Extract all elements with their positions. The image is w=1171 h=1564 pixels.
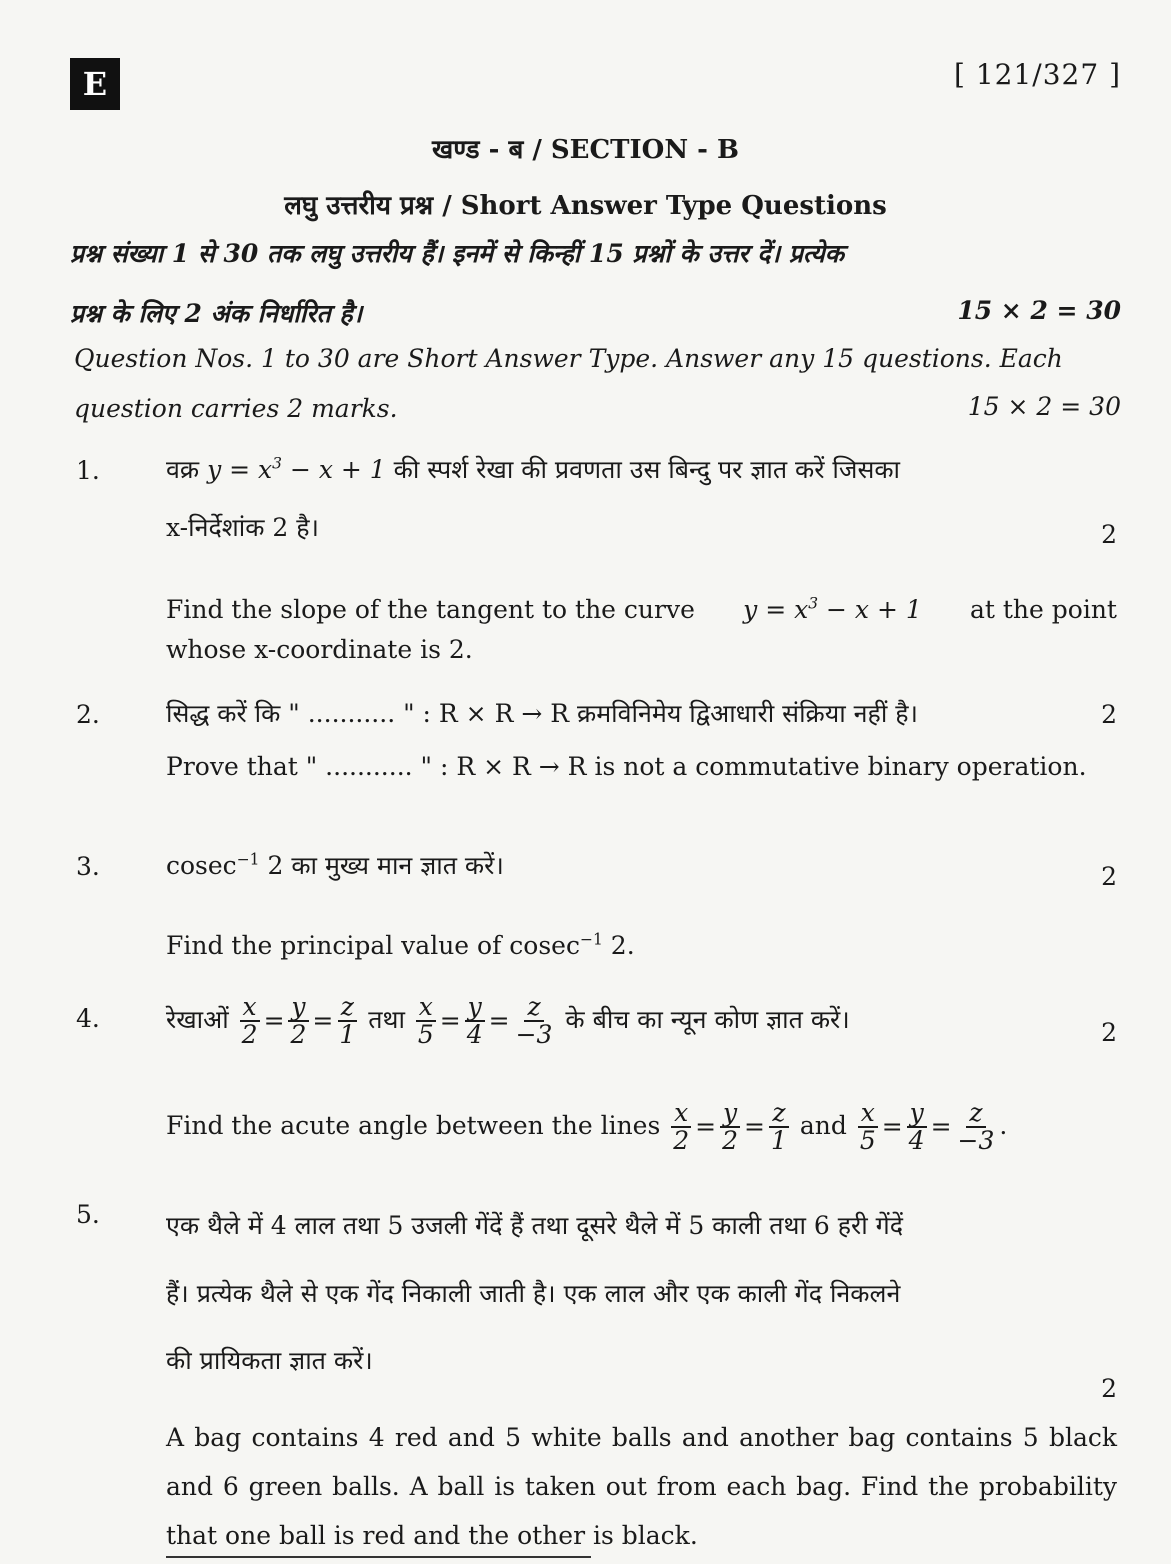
question-number-3: 3. — [76, 852, 100, 881]
question-1-english — [166, 590, 1117, 670]
question-1-hindi-line2: x-निर्देशांक 2 है। — [166, 513, 319, 542]
section-subtitle: लघु उत्तरीय प्रश्न / Short Answer Type Questions — [284, 191, 887, 221]
question-2-hindi: सिद्ध करें कि " ........... " : R × R → R क्रमविनिमेय द्विआधारी संक्रिया नहीं है। — [166, 699, 918, 728]
question-5-marks: 2 — [1101, 1374, 1117, 1403]
q4-en-line2-y-fraction — [906, 1100, 928, 1155]
hindi-instruction-line2: प्रश्न के लिए 2 अंक निर्धारित है। — [70, 299, 363, 328]
q4-english-prefix: Find the acute angle between the lines — [166, 1110, 661, 1140]
question-5-english: A bag contains 4 red and 5 white balls and another bag contains 5 black and 6 green balls. A ball is taken out from each bag. Find the probability that one ball is red and the other is black. — [166, 1423, 1117, 1550]
q4-l2-y-den: 4 — [466, 1020, 483, 1050]
q4-en-l2-x-den: 5 — [859, 1126, 876, 1156]
q1-expr-base: y = x — [207, 455, 273, 484]
question-5-hindi-line1: एक थैले में 4 लाल तथा 5 उजली गेंदें हैं तथा दूसरे थैले में 5 काली तथा 6 हरी गेंदें — [166, 1211, 903, 1240]
q1-hindi-suffix: की स्पर्श रेखा की प्रवणता उस बिन्दु पर ज्ञात करें जिसका — [393, 455, 901, 484]
q4-en-line1-y-fraction — [719, 1100, 741, 1155]
q4-en-l2-y-num: y — [907, 1100, 927, 1128]
q4-en-line2-z-fraction — [955, 1100, 998, 1155]
question-1-english-line2: whose x-coordinate is 2. — [166, 635, 473, 664]
q1-expr-tail: − x + 1 — [282, 455, 386, 484]
question-1-english-line1 — [166, 590, 1117, 630]
q4-en-line1-x-fraction — [670, 1100, 692, 1155]
q4-en-l1-z-den: 1 — [770, 1126, 787, 1156]
english-total-marks: 15 × 2 = 30 — [967, 392, 1121, 421]
q1-english-suffix: at the point — [969, 595, 1117, 624]
q4-en-l1-x-den: 2 — [673, 1126, 690, 1156]
q1-english-prefix: Find the slope of the tangent to the curve — [166, 595, 695, 624]
q4-en-l1-y-num: y — [720, 1100, 740, 1128]
q3-cosec: cosec — [166, 851, 237, 880]
q3-english-rest: 2. — [602, 931, 635, 960]
q3-inverse-sup: −1 — [236, 850, 260, 869]
question-5-hindi-line3: की प्रायिकता ज्ञात करें। — [166, 1346, 373, 1375]
english-instruction-line2: question carries 2 marks. — [74, 394, 398, 423]
q4-l1-z-num: z — [338, 994, 357, 1022]
q4-en-line1-z-fraction — [768, 1100, 790, 1155]
hindi-total-marks: 15 × 2 = 30 — [957, 296, 1121, 325]
q4-line1-x-fraction — [239, 994, 261, 1049]
q4-l2-x-den: 5 — [417, 1020, 434, 1050]
q4-l1-y-den: 2 — [290, 1020, 307, 1050]
bottom-divider — [166, 1556, 591, 1558]
q4-l1-y-num: y — [288, 994, 308, 1022]
q4-hindi-prefix: रेखाओं — [166, 1004, 229, 1034]
question-5-hindi-line2: हैं। प्रत्येक थैले से एक गेंद निकाली जाती है। एक लाल और एक काली गेंद निकलने — [166, 1278, 901, 1308]
q4-l2-z-num: z — [524, 994, 543, 1022]
q1-en-expr-exponent: 3 — [808, 594, 819, 613]
q1-curve-expression-english — [743, 590, 922, 630]
q4-line2-x-fraction — [415, 994, 437, 1049]
q1-hindi-prefix: वक्र — [166, 455, 200, 484]
question-4-english: Find the acute angle between the lines $\frac{x}{2}$ = $\frac{y}{2}$ = $\frac{z}{1}$ and $\frac{x}{5}$ = $\frac{y}{4}$ = $\frac{z}{-3}$ . — [166, 1098, 1008, 1156]
question-number-4: 4. — [76, 1004, 100, 1033]
q4-en-l1-x-num: x — [671, 1100, 691, 1128]
question-3-english — [166, 926, 1117, 966]
q4-en-l1-y-den: 2 — [722, 1126, 739, 1156]
q4-l2-x-num: x — [416, 994, 436, 1022]
q4-line2-y-fraction — [464, 994, 486, 1049]
question-4-hindi: रेखाओं $\frac{x}{2}$ = $\frac{y}{2}$ = $\frac{z}{1}$ तथा $\frac{x}{5}$ = $\frac{y}{4}$ = $\frac{z}{-3}$ के बीच का न्यून कोण ज्ञात करें। — [166, 992, 850, 1050]
q4-hindi-and: तथा — [368, 1004, 405, 1034]
q4-english-and: and — [799, 1110, 847, 1140]
q4-en-l2-z-den: −3 — [957, 1126, 995, 1156]
question-1-marks: 2 — [1101, 520, 1117, 549]
question-number-5: 5. — [76, 1200, 100, 1229]
q3-english-prefix: Find the principal value of cosec — [166, 931, 580, 960]
q1-en-expr-base: y = x — [743, 595, 809, 624]
paper-code: [ 121/327 ] — [954, 58, 1121, 91]
question-5-hindi — [166, 1192, 1117, 1395]
q3-hindi-rest: 2 का मुख्य मान ज्ञात करें। — [259, 851, 504, 880]
q4-en-l1-z-num: z — [769, 1100, 788, 1128]
question-number-2: 2. — [76, 700, 100, 729]
q1-expr-exponent: 3 — [272, 454, 283, 473]
q4-line1-y-fraction — [288, 994, 310, 1049]
question-2-marks: 2 — [1101, 700, 1117, 729]
question-1-hindi-line1 — [166, 450, 1117, 490]
q4-l2-z-den: −3 — [515, 1020, 553, 1050]
q4-en-l2-x-num: x — [858, 1100, 878, 1128]
english-instruction-line1: Question Nos. 1 to 30 are Short Answer Type. Answer any 15 questions. Each — [74, 344, 1063, 373]
paper-set-badge: E — [70, 58, 120, 110]
q4-l1-x-den: 2 — [241, 1020, 258, 1050]
question-4-marks: 2 — [1101, 1018, 1117, 1047]
q4-line1-z-fraction — [336, 994, 358, 1049]
q4-en-l2-z-num: z — [966, 1100, 985, 1128]
q3-english-sup: −1 — [579, 930, 603, 949]
question-1-hindi — [166, 450, 1117, 548]
q4-l1-x-num: x — [240, 994, 260, 1022]
question-2-english: Prove that " ........... " : R × R → R is not a commutative binary operation. — [166, 752, 1087, 781]
q1-curve-expression — [207, 455, 386, 484]
question-3-marks: 2 — [1101, 862, 1117, 891]
q4-hindi-suffix: के बीच का न्यून कोण ज्ञात करें। — [565, 1004, 850, 1034]
q4-english-end: . — [999, 1110, 1008, 1140]
q4-en-line2-x-fraction — [857, 1100, 879, 1155]
q4-en-l2-y-den: 4 — [908, 1126, 925, 1156]
question-number-1: 1. — [76, 456, 100, 485]
hindi-instruction-line1: प्रश्न संख्या 1 से 30 तक लघु उत्तरीय हैं। इनमें से किन्हीं 15 प्रश्नों के उत्तर दें। प्रत्येक — [70, 239, 844, 268]
question-3-hindi — [166, 846, 1117, 886]
q1-en-expr-tail: − x + 1 — [818, 595, 922, 624]
q4-l2-y-num: y — [465, 994, 485, 1022]
q4-l1-z-den: 1 — [339, 1020, 356, 1050]
q4-line2-z-fraction — [513, 994, 556, 1049]
section-title: खण्ड - ब / SECTION - B — [432, 135, 739, 165]
